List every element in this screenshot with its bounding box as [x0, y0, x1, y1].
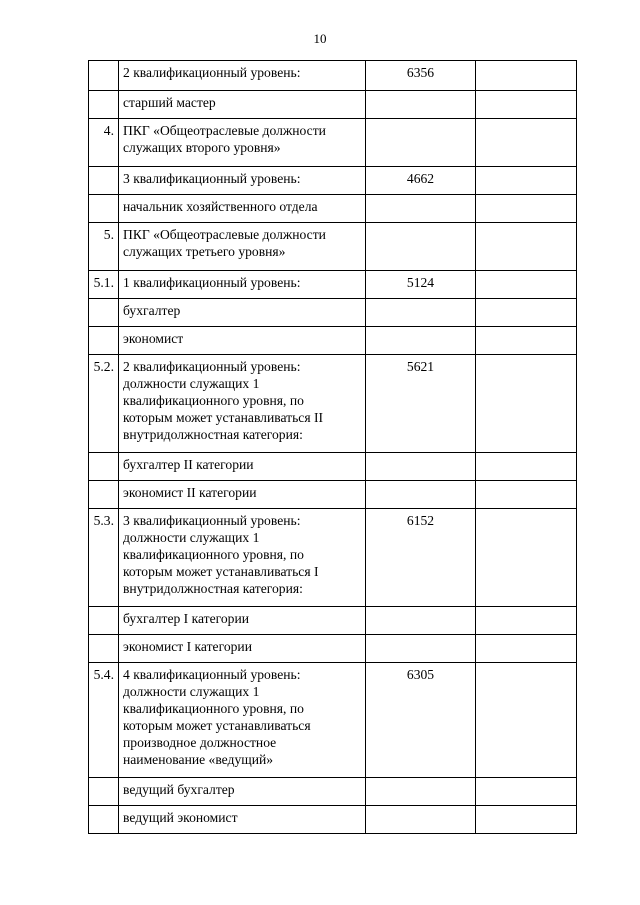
table-row [89, 119, 577, 167]
row-name: 4 квалификационный уровень: должности служащих 1 квалификационного уровня, по которым может устанавливаться производное должностное наименование «ведущий» [119, 663, 366, 778]
row-number: 5.4. [89, 663, 119, 778]
row-empty-cell [476, 481, 577, 509]
table-row [89, 607, 577, 635]
row-empty-cell [476, 635, 577, 663]
row-number [89, 607, 119, 635]
row-name: старший мастер [119, 91, 366, 119]
row-empty-cell [476, 778, 577, 806]
row-value [366, 223, 476, 271]
row-empty-cell [476, 453, 577, 481]
row-name: 2 квалификационный уровень: [119, 61, 366, 91]
row-name: 1 квалификационный уровень: [119, 271, 366, 299]
row-number [89, 806, 119, 834]
row-empty-cell [476, 663, 577, 778]
row-value [366, 299, 476, 327]
row-empty-cell [476, 119, 577, 167]
table-row [89, 778, 577, 806]
table-row [89, 509, 577, 607]
table-row [89, 167, 577, 195]
page-number: 10 [313, 31, 327, 46]
row-value [366, 806, 476, 834]
row-number: 5. [89, 223, 119, 271]
row-empty-cell [476, 806, 577, 834]
row-number [89, 91, 119, 119]
row-empty-cell [476, 223, 577, 271]
row-number: 5.2. [89, 355, 119, 453]
table-row [89, 223, 577, 271]
table-row [89, 481, 577, 509]
row-value [366, 195, 476, 223]
row-empty-cell [476, 271, 577, 299]
row-empty-cell [476, 167, 577, 195]
row-value [366, 607, 476, 635]
row-name: экономист I категории [119, 635, 366, 663]
row-value: 6305 [366, 663, 476, 778]
row-empty-cell [476, 61, 577, 91]
row-name: экономист [119, 327, 366, 355]
row-number [89, 327, 119, 355]
table-row [89, 355, 577, 453]
row-empty-cell [476, 355, 577, 453]
row-name: ведущий бухгалтер [119, 778, 366, 806]
row-value: 5621 [366, 355, 476, 453]
row-value [366, 453, 476, 481]
row-number: 5.3. [89, 509, 119, 607]
row-number: 4. [89, 119, 119, 167]
table-row [89, 453, 577, 481]
row-value [366, 327, 476, 355]
row-number [89, 61, 119, 91]
row-name: бухгалтер [119, 299, 366, 327]
table-row [89, 271, 577, 299]
row-empty-cell [476, 327, 577, 355]
row-empty-cell [476, 607, 577, 635]
row-name: начальник хозяйственного отдела [119, 195, 366, 223]
row-name: ПКГ «Общеотраслевые должности служащих второго уровня» [119, 119, 366, 167]
row-value: 5124 [366, 271, 476, 299]
row-empty-cell [476, 195, 577, 223]
row-name: бухгалтер I категории [119, 607, 366, 635]
table-row [89, 635, 577, 663]
table-row [89, 327, 577, 355]
table-row [89, 195, 577, 223]
row-name: 3 квалификационный уровень: должности служащих 1 квалификационного уровня, по которым может устанавливаться I внутридолжностная категория: [119, 509, 366, 607]
row-empty-cell [476, 509, 577, 607]
row-name: ведущий экономист [119, 806, 366, 834]
salary-table-body [89, 61, 577, 834]
row-name: 2 квалификационный уровень: должности служащих 1 квалификационного уровня, по которым может устанавливаться II внутридолжностная категория: [119, 355, 366, 453]
row-number [89, 453, 119, 481]
row-empty-cell [476, 299, 577, 327]
row-value: 6356 [366, 61, 476, 91]
row-value [366, 119, 476, 167]
table-row [89, 806, 577, 834]
row-number: 5.1. [89, 271, 119, 299]
row-number [89, 481, 119, 509]
row-value [366, 635, 476, 663]
row-value: 6152 [366, 509, 476, 607]
row-value [366, 778, 476, 806]
salary-table [88, 60, 577, 834]
row-name: ПКГ «Общеотраслевые должности служащих третьего уровня» [119, 223, 366, 271]
row-number [89, 635, 119, 663]
row-number [89, 167, 119, 195]
row-value [366, 91, 476, 119]
row-number [89, 299, 119, 327]
row-name: бухгалтер II категории [119, 453, 366, 481]
row-name: 3 квалификационный уровень: [119, 167, 366, 195]
row-value: 4662 [366, 167, 476, 195]
table-row [89, 663, 577, 778]
row-number [89, 195, 119, 223]
table-row [89, 299, 577, 327]
row-number [89, 778, 119, 806]
table-row [89, 61, 577, 91]
row-value [366, 481, 476, 509]
row-name: экономист II категории [119, 481, 366, 509]
row-empty-cell [476, 91, 577, 119]
table-row [89, 91, 577, 119]
